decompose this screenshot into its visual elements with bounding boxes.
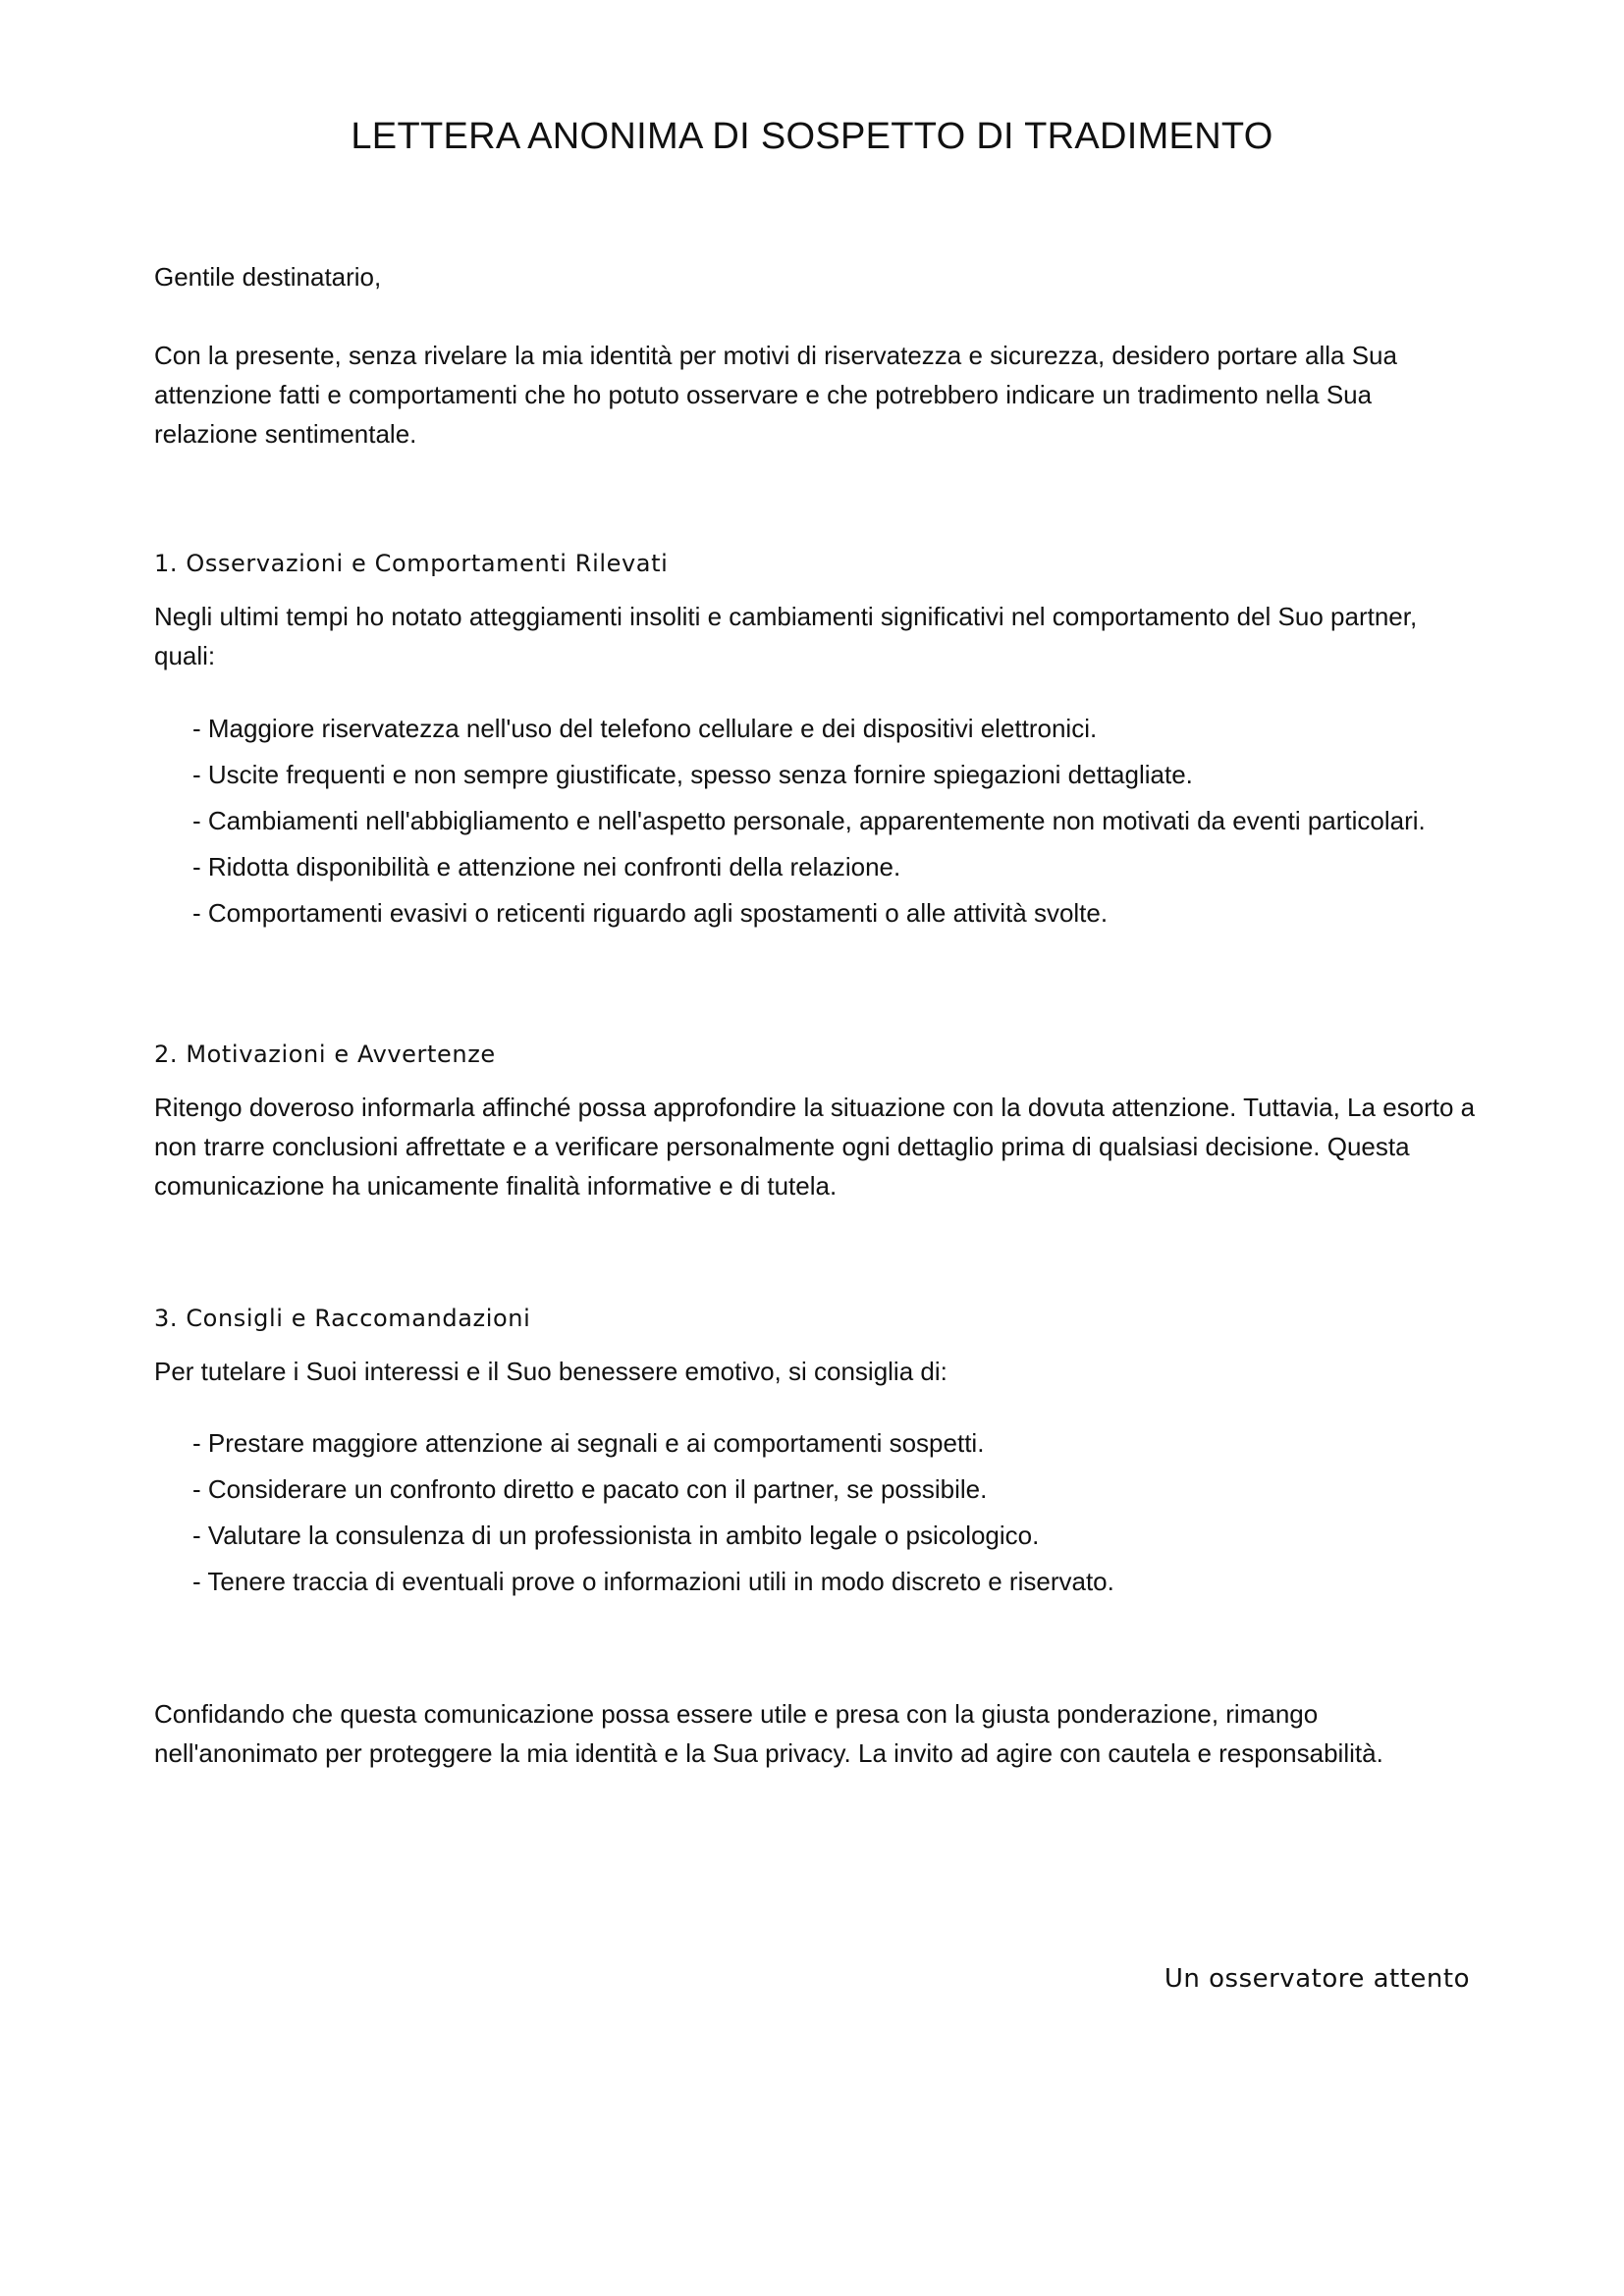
list-item: - Maggiore riservatezza nell'uso del telefono cellulare e dei dispositivi elettronici. (192, 714, 1098, 743)
section-1-heading: 1. Osservazioni e Comportamenti Rilevati (154, 550, 669, 577)
page-title: LETTERA ANONIMA DI SOSPETTO DI TRADIMENTO (351, 116, 1273, 157)
list-item: - Tenere traccia di eventuali prove o informazioni utili in modo discreto e riservato. (192, 1567, 1114, 1596)
list-item: - Valutare la consulenza di un professionista in ambito legale o psicologico. (192, 1521, 1040, 1550)
section-1-list (192, 709, 1606, 939)
section-3-text: Per tutelare i Suoi interessi e il Suo benessere emotivo, si consiglia di: (154, 1357, 947, 1386)
list-item: - Considerare un confronto diretto e pacato con il partner, se possibile. (192, 1474, 988, 1504)
section-3-heading: 3. Consigli e Raccomandazioni (154, 1305, 531, 1332)
section-2-heading: 2. Motivazioni e Avvertenze (154, 1041, 496, 1068)
list-item: - Ridotta disponibilità e attenzione nei confronti della relazione. (192, 852, 901, 881)
section-3-list (192, 1423, 1606, 1608)
list-item: - Cambiamenti nell'abbigliamento e nell'aspetto personale, apparentemente non motivati da eventi particolari. (192, 806, 1426, 835)
list-item: - Comportamenti evasivi o reticenti riguardo agli spostamenti o alle attività svolte. (192, 898, 1109, 928)
section-2-text: Ritengo doveroso informarla affinché possa approfondire la situazione con la dovuta attenzione. Tuttavia, La esorto a non trarre conclusioni affrettate e a verificare personalmente ogni dettaglio prima di qualsiasi decisione. Questa comunicazione ha unicamente finalità informative e di tutela. (154, 1093, 1476, 1201)
signature: Un osservatore attento (1164, 1964, 1470, 1994)
list-item: - Uscite frequenti e non sempre giustificate, spesso senza fornire spiegazioni dettagliate. (192, 760, 1193, 789)
list-item: - Prestare maggiore attenzione ai segnali e ai comportamenti sospetti. (192, 1428, 985, 1458)
section-1-text: Negli ultimi tempi ho notato atteggiamenti insoliti e cambiamenti significativi nel comportamento del Suo partner, quali: (154, 602, 1418, 670)
greeting: Gentile destinatario, (154, 262, 382, 292)
closing-paragraph: Confidando che questa comunicazione possa essere utile e presa con la giusta ponderazione, rimango nell'anonimato per proteggere la mia identità e la Sua privacy. La invito ad agire con cautela e responsabilità. (154, 1699, 1383, 1768)
intro-paragraph: Con la presente, senza rivelare la mia identità per motivi di riservatezza e sicurezza, desidero portare alla Sua attenzione fatti e comportamenti che ho potuto osservare e che potrebbero indicare un tradimento nella Sua relazione sentimentale. (154, 341, 1397, 449)
